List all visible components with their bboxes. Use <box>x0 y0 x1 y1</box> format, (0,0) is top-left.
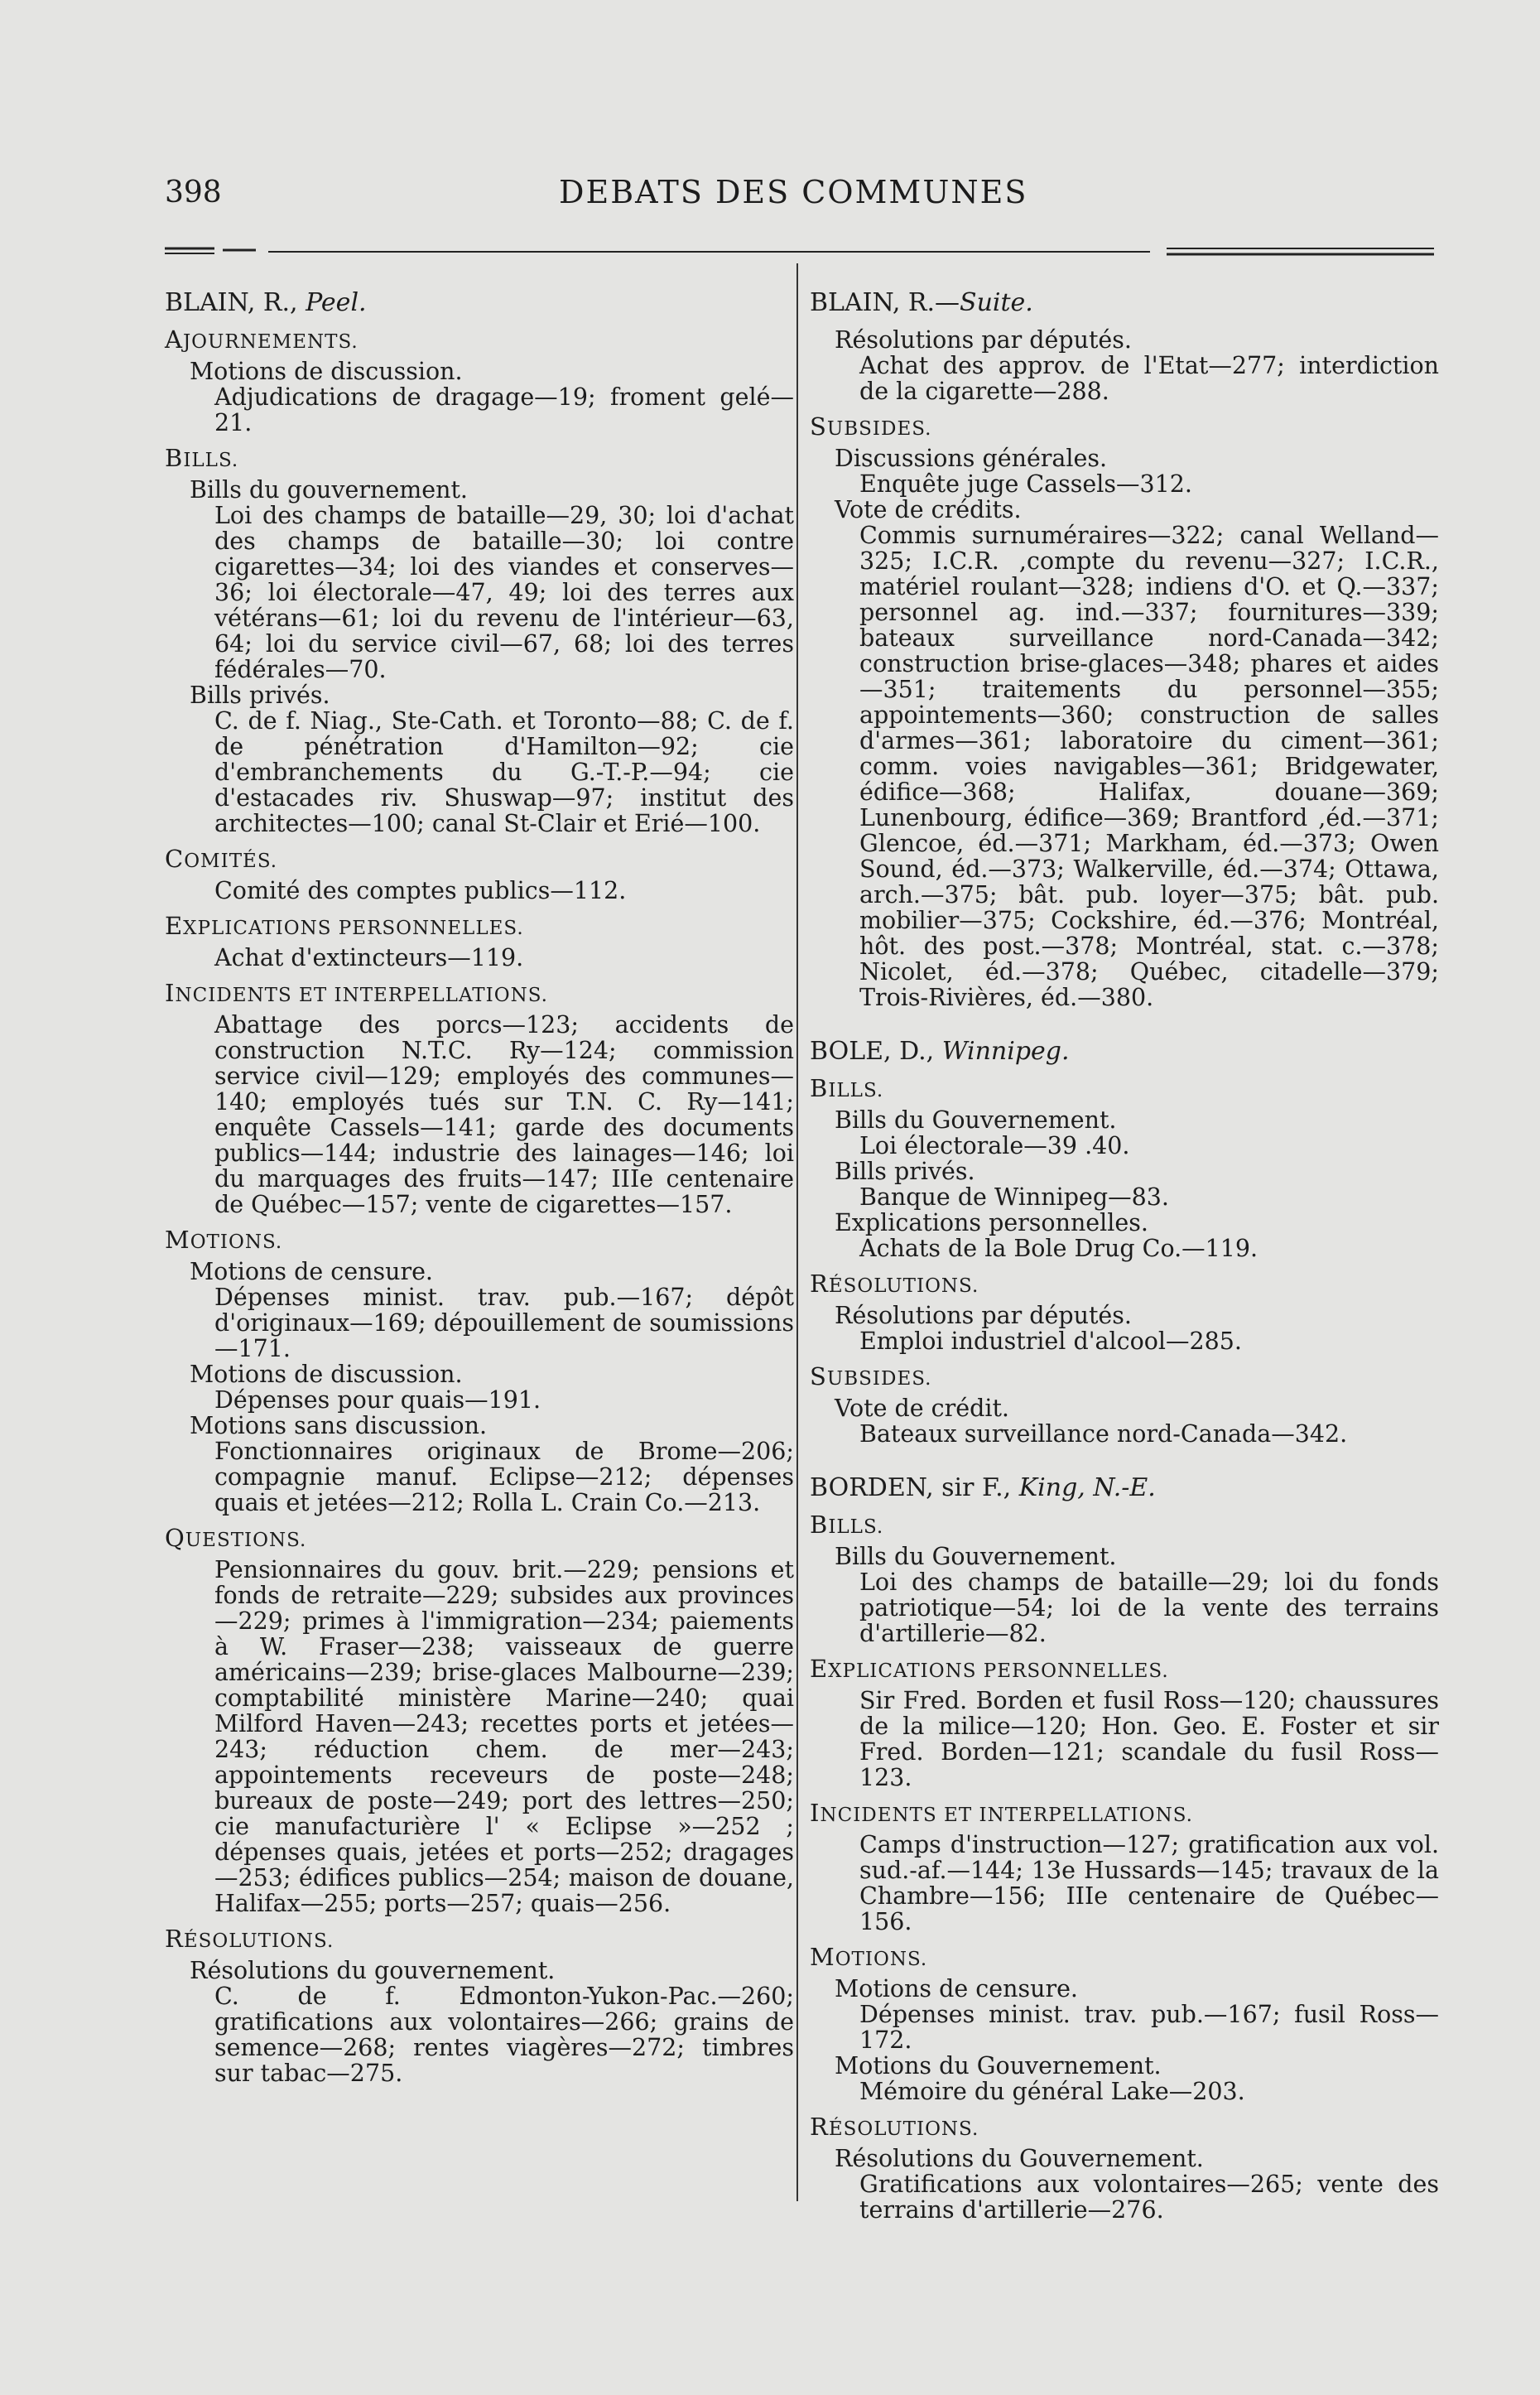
index-references: Loi des champs de bataille—29, 30; loi d'achat des champs de bataille—30; loi contre cigarettes—34; loi des viandes et conserves—36; loi électorale—47, 49; loi des terres aux vétérans—61; loi du revenu de l'intérieur—63, 64; loi du service civil—67, 68; loi des terres fédérales—70. <box>214 502 794 683</box>
index-references: Achats de la Bole Drug Co.—119. <box>859 1235 1258 1262</box>
index-entry <box>810 290 1439 1010</box>
member-name: BORDEN, sir F., <box>810 1473 1019 1502</box>
section-title: BILLS. <box>165 444 239 472</box>
index-entry <box>810 1038 1439 1447</box>
index-references: Camps d'instruction—127; gratification aux vol. sud.-af.—144; 13e Hussards—145; travaux de la Chambre—156; IIIe centenaire de Québec—156. <box>859 1831 1439 1935</box>
subsection-title: Vote de crédit. <box>835 1395 1009 1422</box>
subsection-title: Motions du Gouvernement. <box>835 2052 1162 2079</box>
right-column <box>810 290 1439 2251</box>
subsection-title: Vote de crédits. <box>835 496 1022 523</box>
section-title: SUBSIDES. <box>810 1362 932 1390</box>
subsection-title: Motions de discussion. <box>190 1361 463 1388</box>
index-references: Loi des champs de bataille—29; loi du fonds patriotique—54; loi de la vente des terrains d'artillerie—82. <box>859 1569 1439 1647</box>
section-title: MOTIONS. <box>810 1943 928 1971</box>
page-number: 398 <box>165 176 222 210</box>
subsection-title: Bills du Gouvernement. <box>835 1106 1117 1134</box>
index-references: Dépenses minist. trav. pub.—167; fusil Ross—172. <box>859 2001 1439 2054</box>
section-title: INCIDENTS ET INTERPELLATIONS. <box>165 979 548 1007</box>
member-riding: King, N.-E. <box>1018 1473 1156 1502</box>
index-references: Bateaux surveillance nord-Canada—342. <box>859 1420 1348 1448</box>
subsection-title: Résolutions par députés. <box>835 1302 1132 1329</box>
index-references: Mémoire du général Lake—203. <box>859 2078 1245 2105</box>
subsection-title: Motions de censure. <box>835 1975 1078 2002</box>
index-references: Commis surnuméraires—322; canal Welland—325; I.C.R. ,compte du revenu—327; I.C.R., matériel roulant—328; indiens d'O. et Q.—337; personnel ag. ind.—337; fournitures—339; bateaux surveillance nord-Canada—342; construction brise-glaces—348; phares et aides—351; traitements du personnel—355; appointements—360; construction de salles d'armes—361; laboratoire du ciment—361; comm. voies navigables—361; Bridgewater, édifice—368; Halifax, douane—369; Lunenbourg, édifice—369; Brantford ,éd.—371; Glencoe, éd.—371; Markham, éd.—373; Owen Sound, éd.—373; Walkerville, éd.—374; Ottawa, arch.—375; bât. pub. loyer—375; bât. pub. mobilier—375; Cockshire, éd.—376; Montréal, hôt. des post.—378; Montréal, stat. c.—378; Nicolet, éd.—378; Québec, citadelle—379; Trois-Rivières, éd.—380. <box>859 522 1439 1011</box>
index-entry <box>165 290 794 2086</box>
subsection-title: Bills privés. <box>190 682 330 709</box>
index-references: Dépenses pour quais—191. <box>214 1386 541 1414</box>
index-references: Comité des comptes publics—112. <box>214 877 627 904</box>
subsection-title: Bills du gouvernement. <box>190 476 468 504</box>
index-references: Emploi industriel d'alcool—285. <box>859 1328 1242 1355</box>
section-title: EXPLICATIONS PERSONNELLES. <box>165 912 524 940</box>
section-title: RÉSOLUTIONS. <box>165 1925 334 1953</box>
subsection-title: Motions de censure. <box>190 1258 433 1285</box>
member-riding: Winnipeg. <box>941 1037 1070 1066</box>
entry-heading <box>165 290 794 316</box>
section-title: AJOURNEMENTS. <box>165 325 359 354</box>
member-riding: Suite. <box>960 288 1033 317</box>
subsection-title: Résolutions du gouvernement. <box>190 1957 556 1984</box>
index-references: Loi électorale—39 .40. <box>859 1132 1130 1159</box>
index-references: Dépenses minist. trav. pub.—167; dépôt d'originaux—169; dépouillement de soumissions—171. <box>214 1284 794 1362</box>
subsection-title: Bills privés. <box>835 1158 975 1185</box>
subsection-title: Résolutions du Gouvernement. <box>835 2145 1204 2172</box>
index-references: C. de f. Niag., Ste-Cath. et Toronto—88; C. de f. de pénétration d'Hamilton—92; cie d'embranchements du G.-T.-P.—94; cie d'estacades riv. Shuswap—97; institut des architectes—100; canal St-Clair et Erié—100. <box>214 707 794 837</box>
index-references: Pensionnaires du gouv. brit.—229; pensions et fonds de retraite—229; subsides aux provinces—229; primes à l'immigration—234; paiements à W. Fraser—238; vaisseaux de guerre américains—239; brise-glaces Malbourne—239; comptabilité ministère Marine—240; quai Milford Haven—243; recettes ports et jetées—243; réduction chem. de mer—243; appointements receveurs de poste—248; bureaux de poste—249; port des lettres—250; cie manufacturière l' « Eclipse »—252 ; dépenses quais, jetées et ports—252; dragages—253; édifices publics—254; maison de douane, Halifax—255; ports—257; quais—256. <box>214 1556 794 1917</box>
subsection-title: Résolutions par députés. <box>835 326 1132 354</box>
index-references: Fonctionnaires originaux de Brome—206; compagnie manuf. Eclipse—212; dépenses quais et jetées—212; Rolla L. Crain Co.—213. <box>214 1438 794 1516</box>
section-title: MOTIONS. <box>165 1226 283 1254</box>
index-entry <box>810 1475 1439 2223</box>
entry-heading <box>810 1475 1439 1501</box>
index-references: Banque de Winnipeg—83. <box>859 1183 1169 1211</box>
subsection-title: Bills du Gouvernement. <box>835 1543 1117 1570</box>
member-riding: Peel. <box>306 288 367 317</box>
index-references: Enquête juge Cassels—312. <box>859 470 1192 498</box>
section-title: BILLS. <box>810 1511 884 1539</box>
index-references: Sir Fred. Borden et fusil Ross—120; chaussures de la milice—120; Hon. Geo. E. Foster et sir Fred. Borden—121; scandale du fusil Ross—123. <box>859 1687 1439 1791</box>
index-references: Achat d'extincteurs—119. <box>214 944 524 971</box>
section-title: SUBSIDES. <box>810 412 932 441</box>
subsection-title: Motions de discussion. <box>190 358 463 385</box>
left-column <box>165 290 794 2114</box>
section-title: COMITÉS. <box>165 845 278 873</box>
running-head: DEBATS DES COMMUNES <box>559 174 1028 210</box>
member-name: BLAIN, R.— <box>810 288 960 317</box>
member-name: BLAIN, R., <box>165 288 306 317</box>
index-references: C. de f. Edmonton-Yukon-Pac.—260; gratifications aux volontaires—266; grains de semence—268; rentes viagères—272; timbres sur tabac—275. <box>214 1983 794 2087</box>
subsection-title: Motions sans discussion. <box>190 1412 488 1439</box>
section-title: EXPLICATIONS PERSONNELLES. <box>810 1655 1169 1683</box>
header-rule <box>165 245 1434 260</box>
subsection-title: Discussions générales. <box>835 445 1108 472</box>
section-title: QUESTIONS. <box>165 1524 307 1552</box>
section-title: RÉSOLUTIONS. <box>810 1270 979 1298</box>
index-references: Abattage des porcs—123; accidents de construction N.T.C. Ry—124; commission service civil—129; employés des communes—140; employés tués sur T.N. C. Ry—141; enquête Cassels—141; garde des documents publics—144; industrie des lainages—146; loi du marquages des fruits—147; IIIe centenaire de Québec—157; vente de cigarettes—157. <box>214 1011 794 1218</box>
section-title: BILLS. <box>810 1074 884 1102</box>
section-title: RÉSOLUTIONS. <box>810 2113 979 2141</box>
index-references: Achat des approv. de l'Etat—277; interdiction de la cigarette—288. <box>859 352 1439 405</box>
member-name: BOLE, D., <box>810 1037 942 1066</box>
section-title: INCIDENTS ET INTERPELLATIONS. <box>810 1799 1193 1827</box>
column-divider <box>796 263 798 2201</box>
index-references: Adjudications de dragage—19; froment gelé—21. <box>214 383 794 436</box>
index-references: Gratifications aux volontaires—265; vente des terrains d'artillerie—276. <box>859 2171 1439 2224</box>
entry-heading <box>810 1038 1439 1064</box>
entry-heading <box>810 290 1439 316</box>
subsection-title: Explications personnelles. <box>835 1209 1148 1236</box>
